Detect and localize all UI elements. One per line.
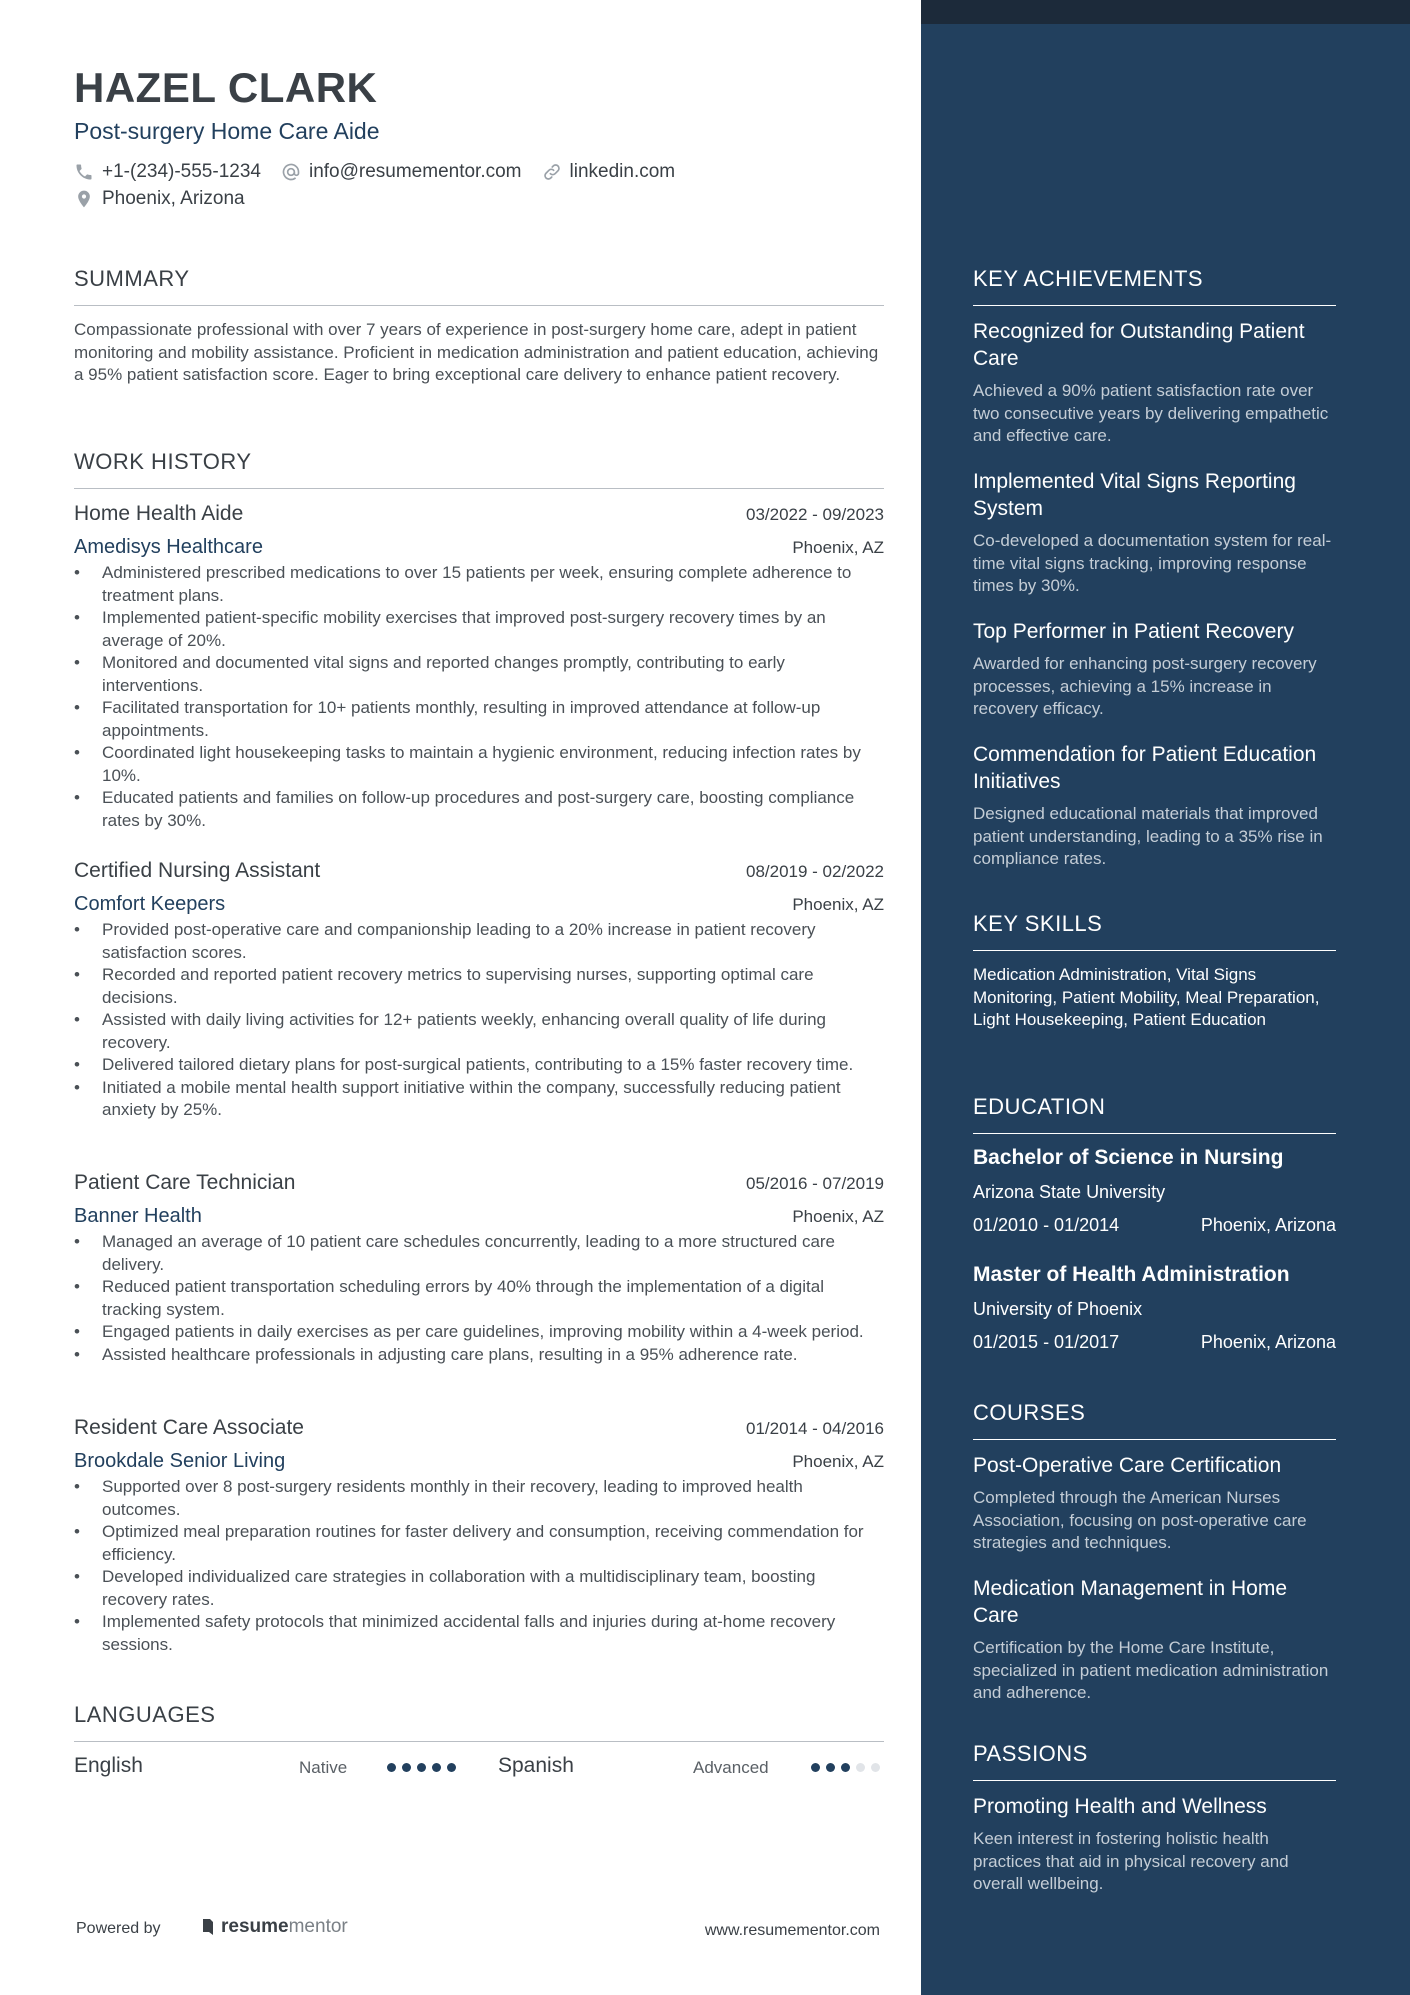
education-item: [973, 1146, 1336, 1236]
email-text[interactable]: info@resumementor.com: [308, 161, 522, 182]
achievement-item: [973, 318, 1336, 448]
job-bullet: • Engaged patients in daily exercises as per care guidelines, improving mobility within a 4-week period.: [74, 1321, 884, 1344]
job-entry: [74, 1171, 884, 1366]
main-column: [74, 0, 884, 1995]
job-company: Brookdale Senior Living: [74, 1450, 286, 1472]
education-item: [973, 1263, 1336, 1353]
job-title: Home Health Aide: [74, 502, 244, 525]
job-location: Phoenix, AZ: [792, 1452, 884, 1471]
course-desc: Certification by the Home Care Institute, specialized in patient medication administration and adherence.: [973, 1638, 1329, 1702]
achievement-desc: Designed educational materials that improved patient understanding, leading to a 35% rise in compliance rates.: [973, 804, 1323, 868]
work-history-heading: WORK HISTORY: [74, 449, 884, 489]
proficiency-dot-filled: [841, 1763, 850, 1772]
job-bullet: • Implemented patient-specific mobility exercises that improved post-surgery recovery times by an average of 20%.: [74, 607, 884, 652]
job-location: Phoenix, AZ: [792, 538, 884, 557]
language-name: Spanish: [498, 1754, 574, 1777]
passion-item: [973, 1793, 1336, 1896]
contact-phone: [74, 161, 261, 183]
location-pin-icon: [74, 189, 94, 209]
resumementor-logo[interactable]: [200, 1916, 348, 1938]
job-bullet: • Assisted with daily living activities for 12+ patients weekly, enhancing overall quality of life during recovery.: [74, 1009, 884, 1054]
at-icon: [281, 162, 301, 182]
job-bullet: • Delivered tailored dietary plans for post-surgical patients, contributing to a 15% faster recovery time.: [74, 1054, 884, 1077]
sidebar-top-bar: [921, 0, 1410, 24]
link-icon: [542, 162, 562, 182]
proficiency-dot-empty: [856, 1763, 865, 1772]
job-bullet: • Supported over 8 post-surgery residents monthly in their recovery, leading to improved health outcomes.: [74, 1476, 884, 1521]
proficiency-dot-filled: [432, 1763, 441, 1772]
course-title: Medication Management in Home Care: [973, 1577, 1287, 1627]
achievement-desc: Awarded for enhancing post-surgery recovery processes, achieving a 15% increase in recovery efficacy.: [973, 654, 1317, 718]
job-bullet: • Implemented safety protocols that minimized accidental falls and injuries during at-home recovery sessions.: [74, 1611, 884, 1656]
job-location: Phoenix, AZ: [792, 1207, 884, 1226]
proficiency-dot-filled: [447, 1763, 456, 1772]
job-bullet: • Facilitated transportation for 10+ patients monthly, resulting in improved attendance at follow-up appointments.: [74, 697, 884, 742]
job-bullet: • Coordinated light housekeeping tasks to maintain a hygienic environment, reducing infection rates by 10%.: [74, 742, 884, 787]
education-location: Phoenix, Arizona: [1200, 1215, 1336, 1235]
course-title: Post-Operative Care Certification: [973, 1454, 1282, 1477]
contact-row: [74, 161, 695, 183]
job-bullet: • Monitored and documented vital signs and reported changes promptly, contributing to early interventions.: [74, 652, 884, 697]
job-bullet: • Optimized meal preparation routines for faster delivery and consumption, receiving commendation for efficiency.: [74, 1521, 884, 1566]
achievements-heading: KEY ACHIEVEMENTS: [973, 266, 1336, 306]
passions-heading: PASSIONS: [973, 1741, 1336, 1781]
job-entry: [74, 859, 884, 1122]
achievement-title: Implemented Vital Signs Reporting System: [973, 470, 1296, 520]
course-desc: Completed through the American Nurses Association, focusing on post-operative care strategies and techniques.: [973, 1488, 1307, 1552]
logo-text-light: mentor: [288, 1916, 348, 1937]
education-degree: Master of Health Administration: [973, 1263, 1290, 1286]
job-entry: [74, 1416, 884, 1656]
skills-heading: KEY SKILLS: [973, 911, 1336, 951]
language-dots: [387, 1763, 462, 1772]
job-company: Comfort Keepers: [74, 893, 226, 915]
phone-text: +1-(234)-555-1234: [102, 161, 261, 182]
job-dates: 05/2016 - 07/2019: [745, 1174, 884, 1193]
job-bullet: • Administered prescribed medications to over 15 patients per week, ensuring complete adherence to treatment plans.: [74, 562, 884, 607]
contact-location: [74, 188, 245, 210]
passion-title: Promoting Health and Wellness: [973, 1795, 1267, 1818]
proficiency-dot-filled: [387, 1763, 396, 1772]
logo-text-bold: resume: [221, 1916, 289, 1937]
job-bullet: • Assisted healthcare professionals in adjusting care plans, resulting in a 95% adherence rate.: [74, 1344, 884, 1367]
language-name: English: [74, 1754, 143, 1777]
passion-desc: Keen interest in fostering holistic health practices that aid in physical recovery and overall wellbeing.: [973, 1829, 1289, 1893]
course-item: [973, 1575, 1336, 1705]
job-bullets: [74, 919, 884, 1122]
phone-icon: [74, 162, 94, 182]
job-location: Phoenix, AZ: [792, 895, 884, 914]
languages-row: [74, 1754, 884, 1784]
website-link[interactable]: www.resumementor.com: [704, 1922, 880, 1939]
achievement-item: [973, 468, 1336, 598]
achievement-title: Recognized for Outstanding Patient Care: [973, 320, 1305, 370]
job-bullet: • Provided post-operative care and companionship leading to a 20% increase in patient recovery satisfaction scores.: [74, 919, 884, 964]
achievement-desc: Co-developed a documentation system for real-time vital signs tracking, improving response times by 30%.: [973, 531, 1332, 595]
candidate-role: Post-surgery Home Care Aide: [74, 118, 380, 144]
summary-heading: SUMMARY: [74, 266, 884, 306]
language-level: Advanced: [693, 1758, 769, 1777]
job-company: Amedisys Healthcare: [74, 536, 263, 558]
job-entry: [74, 502, 884, 832]
proficiency-dot-filled: [811, 1763, 820, 1772]
sidebar: [921, 0, 1410, 1995]
summary-text: Compassionate professional with over 7 years of experience in post-surgery home care, adept in patient monitoring and mobility assistance. Proficient in medication administration and patient education, achieving a 95% patient satisfaction score. Eager to bring exceptional care delivery to enhance patient recovery.: [74, 320, 879, 384]
job-title: Certified Nursing Assistant: [74, 859, 321, 882]
education-location: Phoenix, Arizona: [1200, 1332, 1336, 1352]
proficiency-dot-filled: [402, 1763, 411, 1772]
education-dates: 01/2015 - 01/2017: [973, 1332, 1120, 1352]
education-school: University of Phoenix: [973, 1299, 1143, 1319]
language-dots: [811, 1763, 886, 1772]
candidate-name: HAZEL CLARK: [74, 64, 378, 111]
achievement-desc: Achieved a 90% patient satisfaction rate over two consecutive years by delivering empathetic and effective care.: [973, 381, 1329, 445]
education-heading: EDUCATION: [973, 1094, 1336, 1134]
job-dates: 03/2022 - 09/2023: [745, 505, 884, 524]
language-level: Native: [299, 1758, 348, 1777]
job-bullet: • Educated patients and families on follow-up procedures and post-surgery care, boosting compliance rates by 30%.: [74, 787, 884, 832]
languages-heading: LANGUAGES: [74, 1702, 884, 1742]
job-company: Banner Health: [74, 1205, 202, 1227]
achievement-item: [973, 741, 1336, 871]
job-bullet: • Developed individualized care strategies in collaboration with a multidisciplinary team, boosting recovery rates.: [74, 1566, 884, 1611]
job-bullet: • Reduced patient transportation scheduling errors by 40% through the implementation of a digital tracking system.: [74, 1276, 884, 1321]
job-dates: 01/2014 - 04/2016: [745, 1419, 884, 1438]
achievement-title: Commendation for Patient Education Initiatives: [973, 743, 1317, 793]
skills-text: Medication Administration, Vital Signs Monitoring, Patient Mobility, Meal Preparation, Light Housekeeping, Patient Education: [973, 965, 1320, 1029]
courses-heading: COURSES: [973, 1400, 1336, 1440]
job-bullets: [74, 562, 884, 832]
linkedin-text[interactable]: linkedin.com: [569, 161, 676, 182]
education-degree: Bachelor of Science in Nursing: [973, 1146, 1284, 1169]
education-dates: 01/2010 - 01/2014: [973, 1215, 1120, 1235]
proficiency-dot-filled: [417, 1763, 426, 1772]
proficiency-dot-filled: [826, 1763, 835, 1772]
achievement-title: Top Performer in Patient Recovery: [973, 620, 1294, 643]
job-bullet: • Recorded and reported patient recovery metrics to supervising nurses, supporting optimal care decisions.: [74, 964, 884, 1009]
proficiency-dot-empty: [871, 1763, 880, 1772]
job-bullets: [74, 1231, 884, 1366]
logo-mark-icon: [200, 1917, 216, 1937]
achievement-item: [973, 618, 1336, 721]
contact-row: [74, 188, 265, 210]
job-bullets: [74, 1476, 884, 1656]
location-text: Phoenix, Arizona: [102, 188, 245, 209]
powered-by-text: Powered by: [76, 1920, 161, 1937]
job-title: Resident Care Associate: [74, 1416, 304, 1439]
contact-linkedin[interactable]: [542, 161, 676, 183]
education-school: Arizona State University: [973, 1182, 1166, 1202]
job-title: Patient Care Technician: [74, 1171, 296, 1194]
job-dates: 08/2019 - 02/2022: [745, 862, 884, 881]
job-bullet: • Initiated a mobile mental health support initiative within the company, successfully reducing patient anxiety by 25%.: [74, 1077, 884, 1122]
course-item: [973, 1452, 1336, 1555]
job-bullet: • Managed an average of 10 patient care schedules concurrently, leading to a more structured care delivery.: [74, 1231, 884, 1276]
contact-email[interactable]: [281, 161, 522, 183]
